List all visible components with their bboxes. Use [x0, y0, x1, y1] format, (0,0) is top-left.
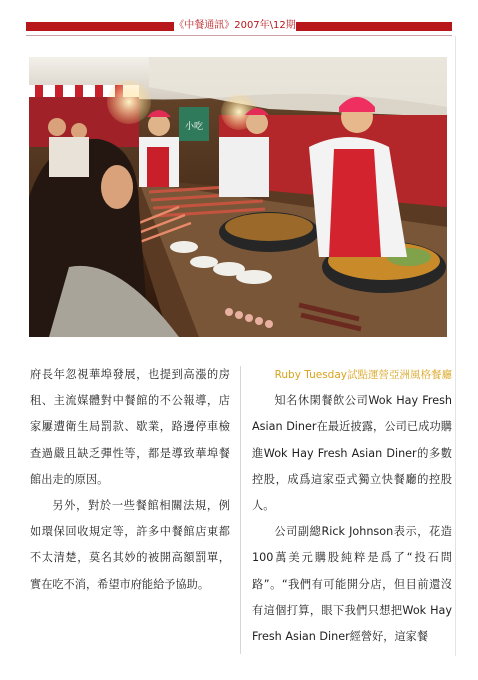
header-rule-right [296, 22, 452, 31]
left-paragraph-2: 另外，對於一些餐館相關法規，例如環保回收規定等，許多中餐館店東都不太清楚，莫名其妙的被開高額罰單，實在吃不消，希望市府能給予協助。 [30, 499, 230, 591]
page-header-title: 《中餐通訊》2007年\12期 [174, 20, 296, 31]
left-paragraph-1: 府長年忽視華埠發展，也提到高漲的房租、主流媒體對中餐館的不公報導，店家屢遭衛生局罰款、歇業，路邊停車檢查過嚴且缺乏彈性等，都是導致華埠餐館出走的原因。 [30, 368, 230, 486]
page-edge-line [455, 36, 456, 656]
section-title: Ruby Tuesday試點運營亞洲風格餐廳 [274, 369, 452, 381]
header-rule-left [26, 22, 174, 31]
header-divider [26, 35, 452, 36]
right-column [252, 362, 452, 662]
market-photo [29, 57, 447, 337]
left-column [30, 362, 230, 662]
stall-sign-text: 小吃 [184, 122, 204, 132]
right-paragraph-1: 知名休閑餐飲公司Wok Hay Fresh Asian Diner在最近披露，公司已成功購進Wok Hay Fresh Asian Diner的多數控股，成爲這家亞式獨立快餐廳的控股人。 [252, 394, 452, 513]
column-divider [240, 366, 241, 654]
right-paragraph-2: 公司副總Rick Johnson表示，花造100萬美元購股純粹是爲了“投石問路”。“我們有可能開分店，但目前還沒有這個打算，眼下我們只想把Wok Hay Fresh Asian Diner經營好，這家餐 [252, 525, 452, 644]
market-photo-image [29, 57, 447, 337]
